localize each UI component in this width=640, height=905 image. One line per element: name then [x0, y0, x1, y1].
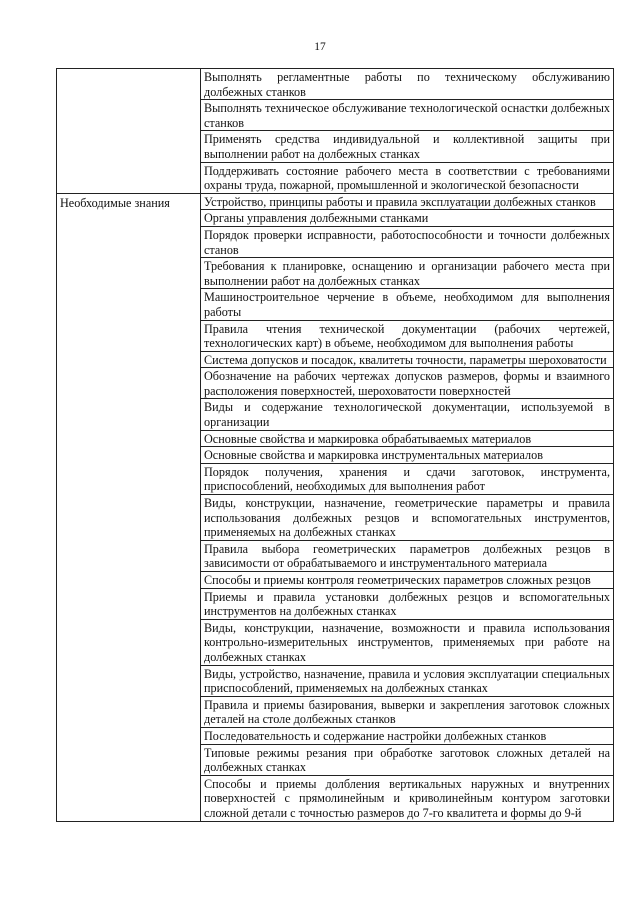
- requirement-cell: Машиностроительное черчение в объеме, необходимом для выполнения работы: [201, 289, 614, 320]
- requirement-cell: Правила и приемы базирования, выверки и закрепления заготовок сложных деталей на столе долбежных станков: [201, 696, 614, 727]
- requirement-cell: Поддерживать состояние рабочего места в соответствии с требованиями охраны труда, пожарной, промышленной и экологической безопасности: [201, 162, 614, 193]
- row-label-cell: [57, 69, 201, 194]
- requirement-cell: Типовые режимы резания при обработке заготовок сложных деталей на долбежных станках: [201, 744, 614, 775]
- requirement-cell: Способы и приемы долбления вертикальных наружных и внутренних поверхностей с прямолинейным и криволинейным контуром заготовки сложной детали с точностью размеров до 7-го квалитета и формы до 9-й: [201, 775, 614, 821]
- requirement-cell: Обозначение на рабочих чертежах допусков размеров, формы и взаимного расположения поверхностей, шероховатости поверхностей: [201, 368, 614, 399]
- requirement-cell: Система допусков и посадок, квалитеты точности, параметры шероховатости: [201, 351, 614, 368]
- table-row: [57, 193, 614, 210]
- requirement-cell: Основные свойства и маркировка инструментальных материалов: [201, 447, 614, 464]
- skills-knowledge-table: [56, 68, 614, 822]
- requirement-cell: Порядок получения, хранения и сдачи заготовок, инструмента, приспособлений, необходимых для выполнения работ: [201, 463, 614, 494]
- requirement-cell: Устройство, принципы работы и правила эксплуатации долбежных станков: [201, 193, 614, 210]
- page-number: 17: [314, 41, 326, 53]
- requirement-cell: Способы и приемы контроля геометрических параметров сложных резцов: [201, 572, 614, 589]
- table-row: [57, 69, 614, 100]
- row-label-cell: Необходимые знания: [57, 193, 201, 821]
- requirement-cell: Применять средства индивидуальной и коллективной защиты при выполнении работ на долбежных станках: [201, 131, 614, 162]
- requirement-cell: Виды и содержание технологической документации, используемой в организации: [201, 399, 614, 430]
- requirement-cell: Выполнять регламентные работы по техническому обслуживанию долбежных станков: [201, 69, 614, 100]
- requirement-cell: Правила выбора геометрических параметров долбежных резцов в зависимости от обрабатываемого и инструментального материала: [201, 540, 614, 571]
- requirement-cell: Органы управления долбежными станками: [201, 210, 614, 227]
- requirement-cell: Правила чтения технической документации (рабочих чертежей, технологических карт) в объеме, необходимом для выполнения работы: [201, 320, 614, 351]
- requirement-cell: Требования к планировке, оснащению и организации рабочего места при выполнении работ на долбежных станках: [201, 258, 614, 289]
- requirement-cell: Основные свойства и маркировка обрабатываемых материалов: [201, 430, 614, 447]
- requirement-cell: Виды, устройство, назначение, правила и условия эксплуатации специальных приспособлений, применяемых на долбежных станках: [201, 665, 614, 696]
- requirement-cell: Порядок проверки исправности, работоспособности и точности долбежных станов: [201, 226, 614, 257]
- requirement-cell: Приемы и правила установки долбежных резцов и вспомогательных инструментов на долбежных станках: [201, 588, 614, 619]
- requirement-cell: Последовательность и содержание настройки долбежных станков: [201, 727, 614, 744]
- requirement-cell: Виды, конструкции, назначение, геометрические параметры и правила использования долбежных резцов и вспомогательных инструментов, применяемых на долбежных станках: [201, 495, 614, 541]
- table-body: [57, 69, 614, 822]
- requirement-cell: Виды, конструкции, назначение, возможности и правила использования контрольно-измерительных инструментов, применяемых при работе на долбежных станках: [201, 619, 614, 665]
- requirement-cell: Выполнять техническое обслуживание технологической оснастки долбежных станков: [201, 100, 614, 131]
